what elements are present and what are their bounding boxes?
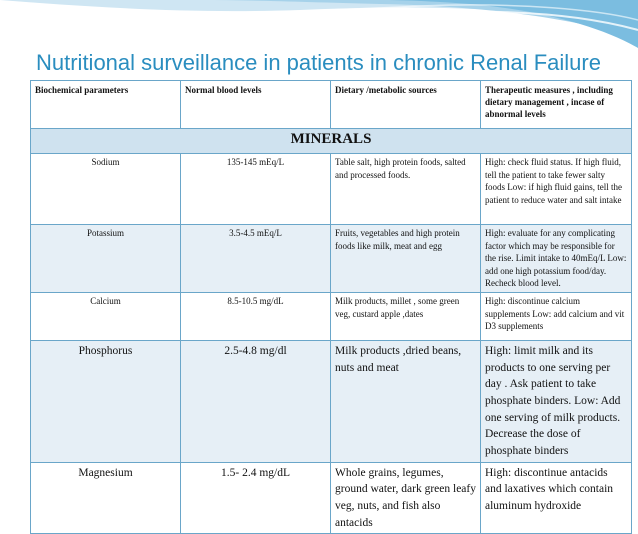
table-row [31,340,632,462]
level-cell: 8.5-10.5 mg/dL [181,292,331,340]
sources-cell: Fruits, vegetables and high protein foods like milk, meat and egg [331,225,481,293]
measures-cell: High: discontinue antacids and laxatives which contain aluminum hydroxide [481,462,632,534]
section-row [31,129,632,154]
minerals-table [30,80,632,534]
sources-cell: Table salt, high protein foods, salted and processed foods. [331,154,481,225]
parameter-cell: Potassium [31,225,181,293]
table-row [31,462,632,534]
parameter-cell: Sodium [31,154,181,225]
level-cell: 3.5-4.5 mEq/L [181,225,331,293]
level-cell: 1.5- 2.4 mg/dL [181,462,331,534]
column-header: Normal blood levels [181,81,331,129]
measures-cell: High: evaluate for any complicating factor which may be responsible for the rise. Limit intake to 40mEq/L Low: add one high potassium food/day. Recheck blood level. [481,225,632,293]
sources-cell: Milk products ,dried beans, nuts and meat [331,340,481,462]
column-header: Biochemical parameters [31,81,181,129]
level-cell: 135-145 mEq/L [181,154,331,225]
column-header: Therapeutic measures , including dietary management , incase of abnormal levels [481,81,632,129]
parameter-cell: Calcium [31,292,181,340]
column-header: Dietary /metabolic sources [331,81,481,129]
measures-cell: High: limit milk and its products to one serving per day . Ask patient to take phosphate binders. Low: Add one serving of milk products. Decrease the dose of phosphate binders [481,340,632,462]
measures-cell: High: discontinue calcium supplements Low: add calcium and vit D3 supplements [481,292,632,340]
parameter-cell: Phosphorus [31,340,181,462]
section-title: MINERALS [31,129,632,154]
measures-cell: High: check fluid status. If high fluid, tell the patient to take fewer salty foods Low: if high fluid gains, tell the patient to reduce water and salt intake [481,154,632,225]
level-cell: 2.5-4.8 mg/dl [181,340,331,462]
decorative-wave-banner [0,0,638,50]
sources-cell: Whole grains, legumes, ground water, dark green leafy veg, nuts, and fish also antacids [331,462,481,534]
table-header-row [31,81,632,129]
slide-title: Nutritional surveillance in patients in chronic Renal Failure [36,50,601,75]
table-row [31,292,632,340]
sources-cell: Milk products, millet , some green veg, custard apple ,dates [331,292,481,340]
table-row [31,154,632,225]
parameter-cell: Magnesium [31,462,181,534]
table-row [31,225,632,293]
